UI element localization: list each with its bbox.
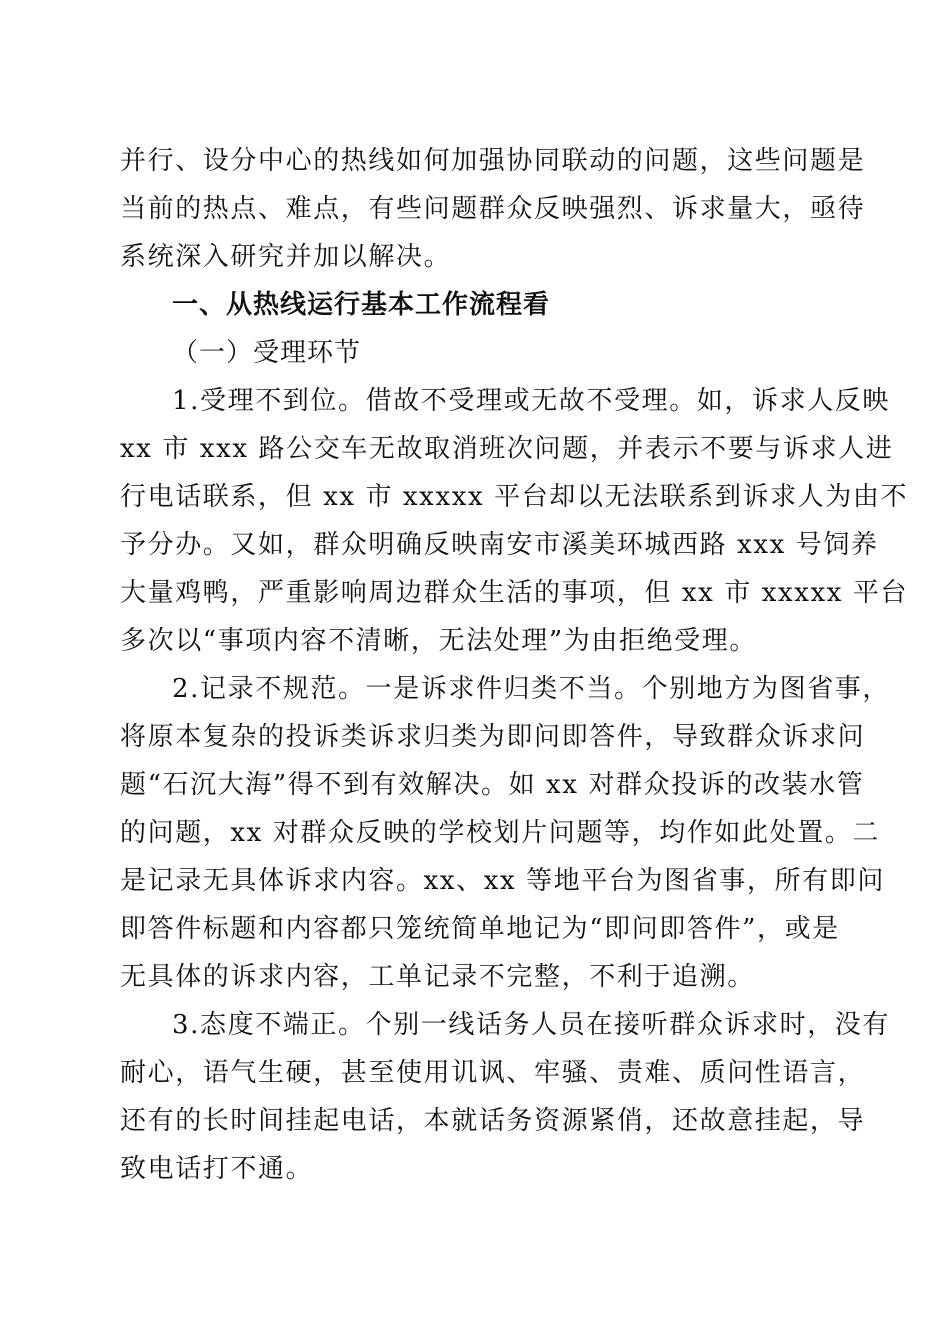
paragraph-line: 并行、设分中心的热线如何加强协同联动的问题，这些问题是: [120, 146, 866, 176]
paragraph-line: 的问题，xx 对群众反映的学校划片问题等，均作如此处置。二: [120, 818, 880, 848]
paragraph-line: 3.态度不端正。个别一线话务人员在接听群众诉求时，没有: [172, 1010, 891, 1040]
paragraph-line: 系统深入研究并加以解决。: [120, 242, 452, 272]
paragraph-line: 当前的热点、难点，有些问题群众反映强烈、诉求量大，亟待: [120, 194, 866, 224]
paragraph-line: 行电话联系，但 xx 市 xxxxx 平台却以无法联系到诉求人为由不: [120, 482, 909, 512]
paragraph-line: 多次以“事项内容不清晰，无法处理”为由拒绝受理。: [120, 626, 757, 656]
paragraph-line: 2.记录不规范。一是诉求件归类不当。个别地方为图省事，: [172, 674, 891, 704]
paragraph-line: 将原本复杂的投诉类诉求归类为即问即答件，导致群众诉求问: [120, 722, 866, 752]
section-heading: 一、从热线运行基本工作流程看: [172, 290, 551, 320]
paragraph-line: 即答件标题和内容都只笼统简单地记为“即问即答件”，或是: [120, 914, 840, 944]
paragraph-line: 致电话打不通。: [120, 1154, 314, 1184]
paragraph-line: 大量鸡鸭，严重影响周边群众生活的事项，但 xx 市 xxxxx 平台: [120, 578, 909, 608]
paragraph-line: 耐心，语气生硬，甚至使用讥讽、牢骚、责难、质问性语言，: [120, 1058, 866, 1088]
paragraph-line: 予分办。又如，群众明确反映南安市溪美环城西路 xxx 号饲养: [120, 530, 879, 560]
paragraph-line: 是记录无具体诉求内容。xx、xx 等地平台为图省事，所有即问: [120, 866, 885, 896]
subsection-heading: （一）受理环节: [172, 338, 362, 368]
paragraph-line: 题“石沉大海”得不到有效解决。如 xx 对群众投诉的改装水管: [120, 770, 865, 800]
paragraph-line: xx 市 xxx 路公交车无故取消班次问题，并表示不要与诉求人进: [120, 434, 894, 464]
paragraph-line: 无具体的诉求内容，工单记录不完整，不利于追溯。: [120, 962, 755, 992]
paragraph-line: 1.受理不到位。借故不受理或无故不受理。如，诉求人反映: [172, 386, 891, 416]
paragraph-line: 还有的长时间挂起电话，本就话务资源紧俏，还故意挂起，导: [120, 1106, 866, 1136]
